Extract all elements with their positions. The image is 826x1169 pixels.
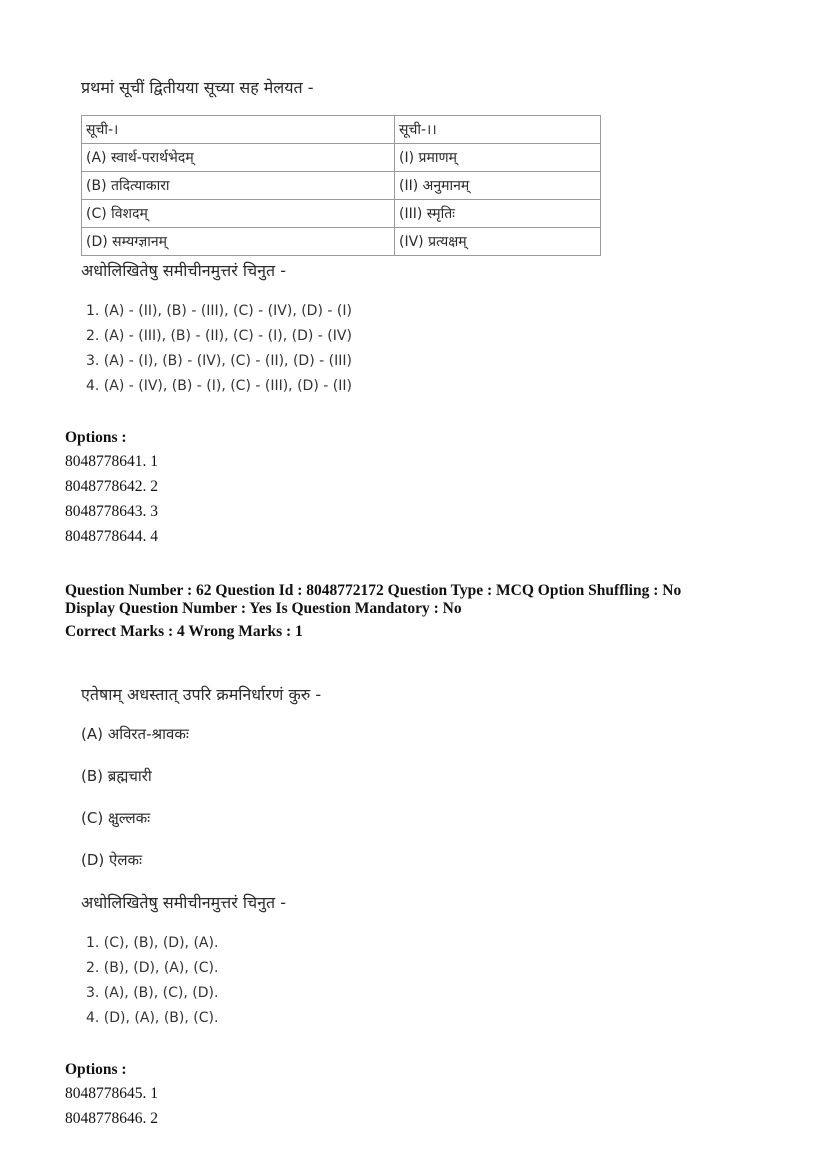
q62-choice-list bbox=[86, 931, 218, 1031]
q62-prompt: एतेषाम् अधस्तात् उपरि क्रमनिर्धारणं कुरु - bbox=[81, 685, 322, 704]
q62-meta-line2: Display Question Number : Yes Is Question Mandatory : No bbox=[65, 600, 462, 617]
list-item: 2. (A) - (III), (B) - (II), (C) - (I), (D) - (IV) bbox=[86, 328, 352, 344]
option-id: 8048778646. 2 bbox=[65, 1110, 158, 1127]
table-cell: (I) प्रमाणम् bbox=[395, 144, 601, 172]
q62-item-c: (C) क्षुल्लकः bbox=[81, 809, 151, 827]
list-item: 1. (C), (B), (D), (A). bbox=[86, 935, 219, 951]
table-cell: (II) अनुमानम् bbox=[395, 172, 601, 200]
q62-item-d: (D) ऐलकः bbox=[81, 851, 143, 869]
table-header-list2: सूची-।। bbox=[395, 116, 601, 144]
q61-options-label: Options : bbox=[65, 429, 127, 446]
list-item: 4. (D), (A), (B), (C). bbox=[86, 1010, 219, 1026]
q61-choice-list bbox=[86, 299, 352, 399]
table-cell: (III) स्मृतिः bbox=[395, 200, 601, 228]
q62-meta-line3: Correct Marks : 4 Wrong Marks : 1 bbox=[65, 623, 303, 640]
option-id: 8048778642. 2 bbox=[65, 478, 158, 495]
list-item: 3. (A), (B), (C), (D). bbox=[86, 985, 219, 1001]
match-table bbox=[81, 115, 601, 256]
list-item: 4. (A) - (IV), (B) - (I), (C) - (III), (D) - (II) bbox=[86, 378, 352, 394]
table-cell: (D) सम्यग्ज्ञानम् bbox=[82, 228, 395, 256]
option-id: 8048778644. 4 bbox=[65, 528, 158, 545]
table-row bbox=[82, 144, 601, 172]
q61-prompt: प्रथमां सूचीं द्वितीयया सूच्या सह मेलयत - bbox=[81, 78, 314, 97]
list-item: 1. (A) - (II), (B) - (III), (C) - (IV), (D) - (I) bbox=[86, 303, 352, 319]
table-row bbox=[82, 200, 601, 228]
q62-item-a: (A) अविरत-श्रावकः bbox=[81, 725, 189, 743]
list-item: 3. (A) - (I), (B) - (IV), (C) - (II), (D) - (III) bbox=[86, 353, 352, 369]
option-id: 8048778641. 1 bbox=[65, 453, 158, 470]
table-header-list1: सूची-। bbox=[82, 116, 395, 144]
option-id: 8048778643. 3 bbox=[65, 503, 158, 520]
table-cell: (C) विशदम् bbox=[82, 200, 395, 228]
table-cell: (B) तदित्याकारा bbox=[82, 172, 395, 200]
table-row bbox=[82, 228, 601, 256]
table-row bbox=[82, 172, 601, 200]
q62-instruction: अधोलिखितेषु समीचीनमुत्तरं चिनुत - bbox=[81, 893, 287, 912]
table-cell: (IV) प्रत्यक्षम् bbox=[395, 228, 601, 256]
q62-item-b: (B) ब्रह्मचारी bbox=[81, 767, 152, 785]
list-item: 2. (B), (D), (A), (C). bbox=[86, 960, 219, 976]
match-table-header bbox=[82, 116, 601, 144]
q61-instruction: अधोलिखितेषु समीचीनमुत्तरं चिनुत - bbox=[81, 261, 287, 280]
q62-meta-line1: Question Number : 62 Question Id : 8048772172 Question Type : MCQ Option Shuffling : No bbox=[65, 582, 682, 599]
table-cell: (A) स्वार्थ-परार्थभेदम् bbox=[82, 144, 395, 172]
option-id: 8048778645. 1 bbox=[65, 1085, 158, 1102]
q62-options-label: Options : bbox=[65, 1061, 127, 1078]
